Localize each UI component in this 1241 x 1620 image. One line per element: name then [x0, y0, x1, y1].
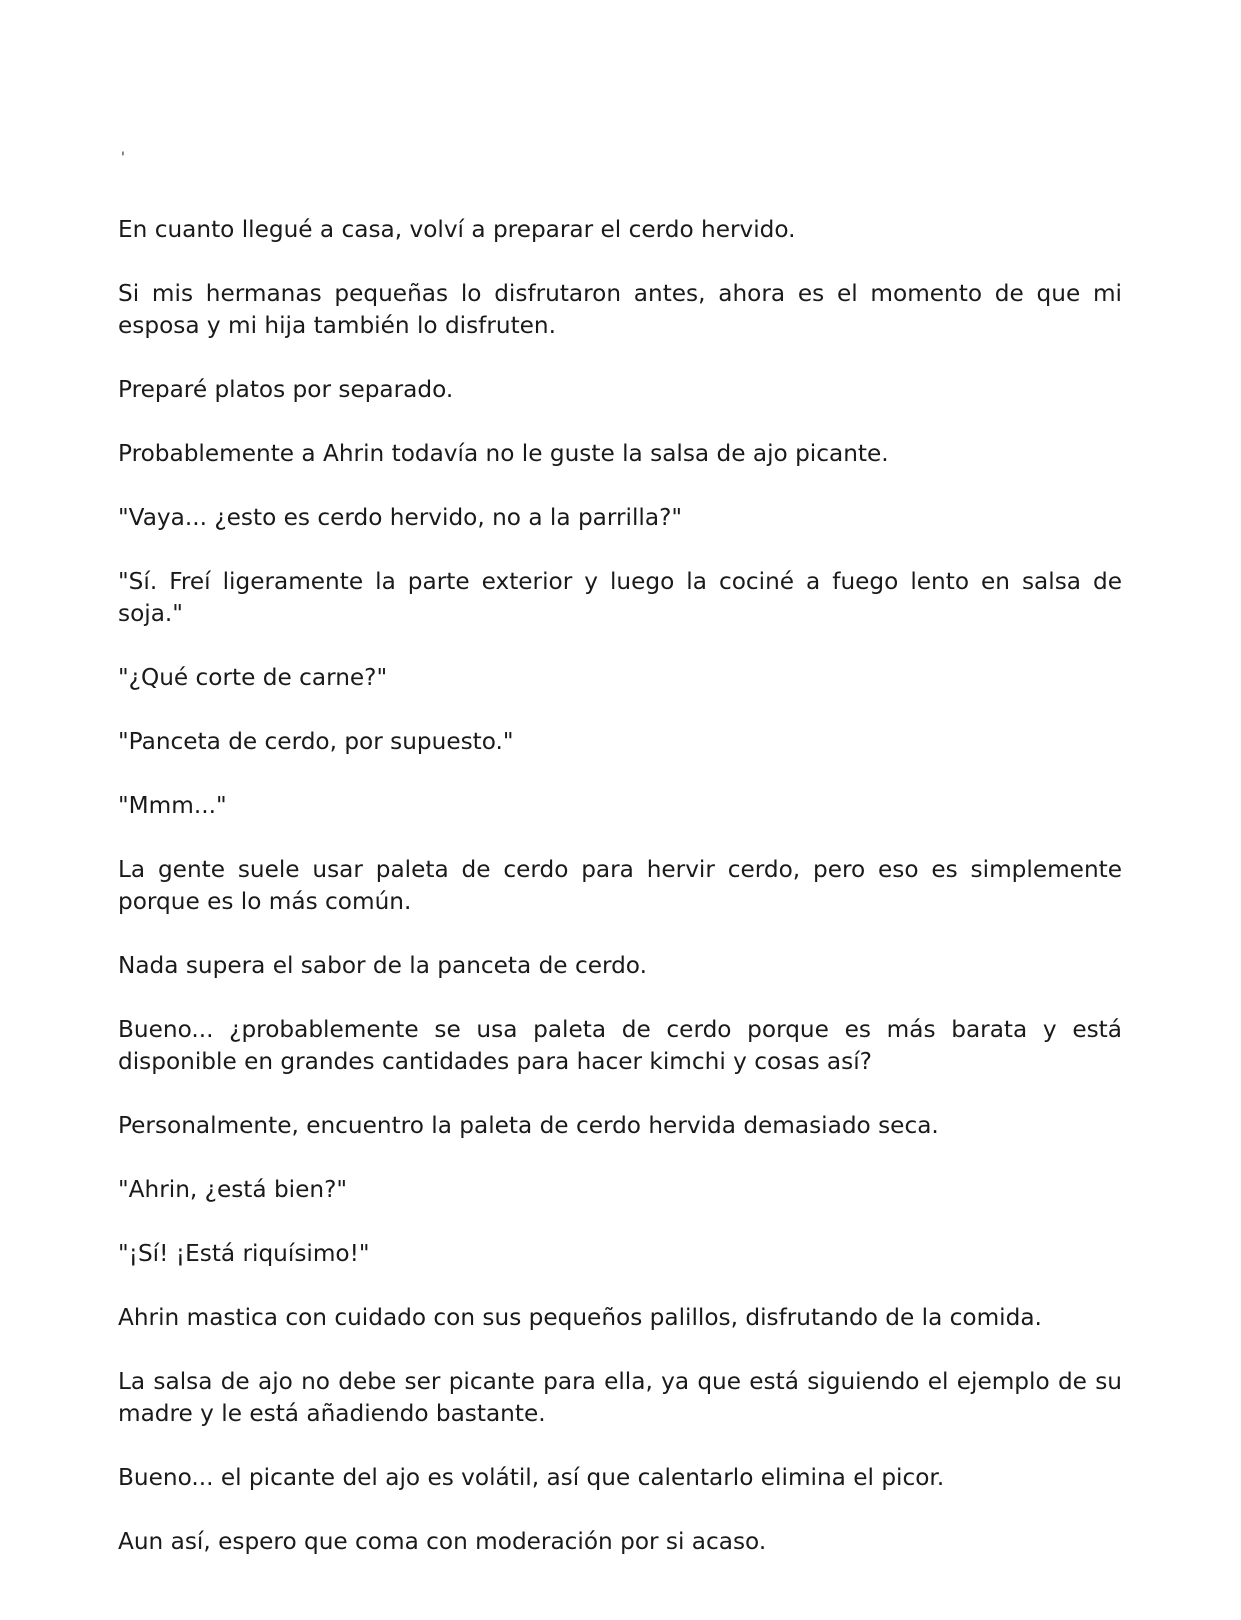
dialogue-line: "Sí. Freí ligeramente la parte exterior y luego la cociné a fuego lento en salsa de soja."	[118, 568, 1122, 627]
dialogue-line: "Mmm..."	[118, 792, 227, 819]
dialogue-line: "Ahrin, ¿está bien?"	[118, 1176, 348, 1203]
paragraph: Ahrin mastica con cuidado con sus pequeños palillos, disfrutando de la comida.	[118, 1304, 1042, 1331]
dialogue-line: "Panceta de cerdo, por supuesto."	[118, 728, 514, 755]
paragraph: Nada supera el sabor de la panceta de cerdo.	[118, 952, 647, 979]
stray-mark: '	[121, 150, 125, 166]
paragraph: En cuanto llegué a casa, volví a preparar el cerdo hervido.	[118, 216, 796, 243]
dialogue-line: "¿Qué corte de carne?"	[118, 664, 388, 691]
paragraph: Personalmente, encuentro la paleta de cerdo hervida demasiado seca.	[118, 1112, 939, 1139]
paragraph: Si mis hermanas pequeñas lo disfrutaron antes, ahora es el momento de que mi esposa y mi hija también lo disfruten.	[118, 280, 1122, 339]
dialogue-line: "Vaya... ¿esto es cerdo hervido, no a la parrilla?"	[118, 504, 683, 531]
paragraph: Bueno... ¿probablemente se usa paleta de cerdo porque es más barata y está disponible en grandes cantidades para hacer kimchi y cosas así?	[118, 1016, 1122, 1075]
paragraph: Bueno... el picante del ajo es volátil, así que calentarlo elimina el picor.	[118, 1464, 945, 1491]
paragraph: Probablemente a Ahrin todavía no le guste la salsa de ajo picante.	[118, 440, 889, 467]
document-body	[118, 214, 1122, 1590]
paragraph: Preparé platos por separado.	[118, 376, 454, 403]
paragraph: La gente suele usar paleta de cerdo para hervir cerdo, pero eso es simplemente porque es lo más común.	[118, 856, 1122, 915]
paragraph: Aun así, espero que coma con moderación por si acaso.	[118, 1528, 767, 1555]
paragraph: La salsa de ajo no debe ser picante para ella, ya que está siguiendo el ejemplo de su madre y le está añadiendo bastante.	[118, 1368, 1122, 1427]
dialogue-line: "¡Sí! ¡Está riquísimo!"	[118, 1240, 370, 1267]
